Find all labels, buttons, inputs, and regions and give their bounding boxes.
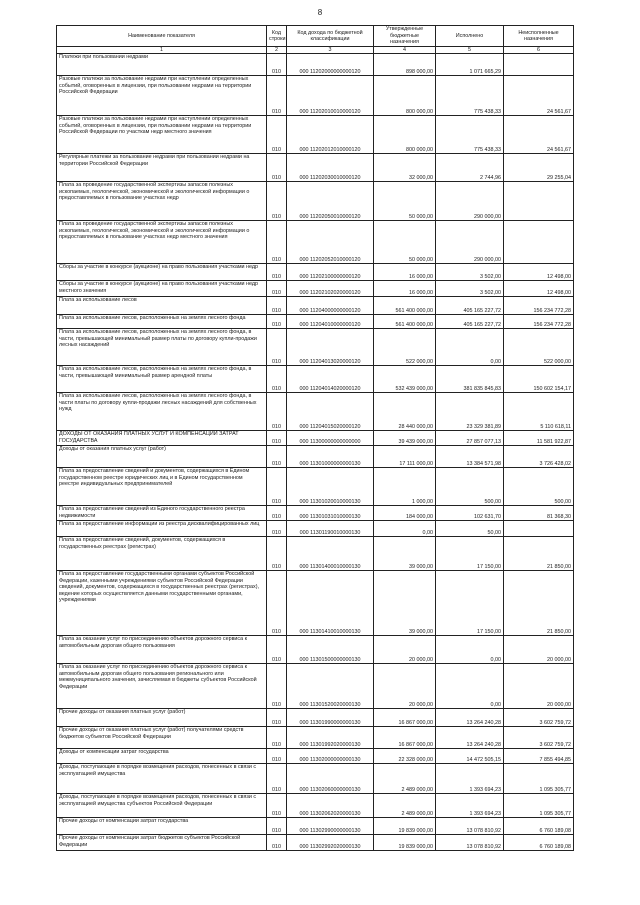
row-approved: 19 839 000,00 — [374, 818, 436, 835]
row-executed: 0,00 — [436, 664, 504, 709]
row-line-code: 010 — [267, 764, 287, 794]
header-approved: Утвержденные бюджетные назначения — [374, 26, 436, 47]
row-line-code: 010 — [267, 727, 287, 749]
row-name: Разовые платежи за пользование недрами при наступлении определенных событий, оговоренных в лицензии, при пользовании недрами на территории Российской Федерации по участкам недр местного значения — [57, 116, 267, 154]
row-executed: 102 631,70 — [436, 506, 504, 521]
row-name: Плата за предоставление информации из реестра дисквалифицированных лиц — [57, 521, 267, 537]
row-line-code: 010 — [267, 315, 287, 329]
row-executed: 290 000,00 — [436, 221, 504, 264]
table-row — [57, 446, 574, 468]
row-revenue-code: 000 11202000000000120 — [287, 54, 374, 76]
row-line-code: 010 — [267, 329, 287, 366]
row-unexecuted: 24 561,67 — [504, 116, 574, 154]
table-row — [57, 727, 574, 749]
row-revenue-code: 000 11202010010000120 — [287, 76, 374, 116]
row-line-code: 010 — [267, 366, 287, 393]
row-executed: 23 329 381,89 — [436, 393, 504, 431]
row-approved: 19 839 000,00 — [374, 835, 436, 851]
row-revenue-code: 000 11302992020000130 — [287, 835, 374, 851]
page-number: 8 — [317, 8, 323, 17]
row-name: Плата за использование лесов, расположенных на землях лесного фонда, в части, превышающей минимальный размер арендной платы — [57, 366, 267, 393]
column-number: 4 — [374, 47, 436, 54]
row-name: Доходы от компенсации затрат государства — [57, 749, 267, 764]
row-unexecuted: 3 602 759,72 — [504, 709, 574, 727]
table-row — [57, 281, 574, 297]
row-name: Плата за оказание услуг по присоединению объектов дорожного сервиса к автомобильным дорогам общего пользования — [57, 636, 267, 664]
row-executed: 14 472 505,15 — [436, 749, 504, 764]
row-name: Плата за использование лесов, расположенных на землях лесного фонда — [57, 315, 267, 329]
column-number: 1 — [57, 47, 267, 54]
row-revenue-code: 000 11204014020000120 — [287, 366, 374, 393]
row-approved: 184 000,00 — [374, 506, 436, 521]
row-revenue-code: 000 11204015020000120 — [287, 393, 374, 431]
row-unexecuted: 24 561,67 — [504, 76, 574, 116]
row-executed: 775 438,33 — [436, 116, 504, 154]
row-revenue-code: 000 11301520020000130 — [287, 664, 374, 709]
revenue-table — [56, 25, 574, 851]
row-line-code: 010 — [267, 794, 287, 818]
row-line-code: 010 — [267, 54, 287, 76]
table-row — [57, 221, 574, 264]
row-executed: 17 150,00 — [436, 537, 504, 571]
row-line-code: 010 — [267, 818, 287, 835]
row-approved: 532 439 000,00 — [374, 366, 436, 393]
row-unexecuted — [504, 182, 574, 221]
table-row — [57, 366, 574, 393]
row-executed: 381 835 845,83 — [436, 366, 504, 393]
row-approved: 522 000,00 — [374, 329, 436, 366]
row-unexecuted: 21 850,00 — [504, 571, 574, 636]
row-line-code: 010 — [267, 468, 287, 506]
row-unexecuted — [504, 221, 574, 264]
table-row — [57, 393, 574, 431]
row-approved: 1 000,00 — [374, 468, 436, 506]
row-executed: 13 264 240,28 — [436, 727, 504, 749]
row-line-code: 010 — [267, 393, 287, 431]
table-header-row — [57, 26, 574, 47]
row-unexecuted: 3 602 759,72 — [504, 727, 574, 749]
row-approved: 2 489 000,00 — [374, 794, 436, 818]
row-line-code: 010 — [267, 537, 287, 571]
row-approved: 16 000,00 — [374, 264, 436, 281]
row-name: Платежи при пользовании недрами — [57, 54, 267, 76]
row-revenue-code: 000 11202102020000120 — [287, 281, 374, 297]
row-line-code: 010 — [267, 281, 287, 297]
header-indicator-name: Наименование показателя — [57, 26, 267, 47]
row-name: Плата за использование лесов — [57, 297, 267, 315]
table-row — [57, 76, 574, 116]
table-row — [57, 468, 574, 506]
table-row — [57, 54, 574, 76]
row-approved: 50 000,00 — [374, 221, 436, 264]
row-name: Доходы, поступающие в порядке возмещения расходов, понесенных в связи с эксплуатацией имущества субъектов Российской Федерации — [57, 794, 267, 818]
row-executed: 1 393 694,23 — [436, 794, 504, 818]
row-unexecuted — [504, 521, 574, 537]
row-line-code: 010 — [267, 154, 287, 182]
row-revenue-code: 000 11302062020000130 — [287, 794, 374, 818]
table-row — [57, 264, 574, 281]
column-number: 2 — [267, 47, 287, 54]
row-name: Сборы за участие в конкурсе (аукционе) на право пользования участками недр местного значения — [57, 281, 267, 297]
row-name: Прочие доходы от оказания платных услуг (работ) — [57, 709, 267, 727]
row-name: Регулярные платежи за пользование недрами при пользовании недрами на территории Российской Федерации — [57, 154, 267, 182]
row-name: Плата за предоставление сведений из Единого государственного реестра недвижимости — [57, 506, 267, 521]
table-row — [57, 154, 574, 182]
row-executed: 17 150,00 — [436, 571, 504, 636]
row-revenue-code: 000 11301020010000130 — [287, 468, 374, 506]
row-revenue-code: 000 11202050010000120 — [287, 182, 374, 221]
row-approved: 50 000,00 — [374, 182, 436, 221]
table-row — [57, 297, 574, 315]
row-unexecuted: 1 095 305,77 — [504, 794, 574, 818]
row-name: Плата за проведение государственной экспертизы запасов полезных ископаемых, геологической, экономической и экологической информации о предоставляемых в пользование участках недр местного значения — [57, 221, 267, 264]
row-approved: 39 439 000,00 — [374, 431, 436, 446]
row-name: Плата за использование лесов, расположенных на землях лесного фонда, в части, превышающей минимальный размер платы по договору купли-продажи лесных насаждений — [57, 329, 267, 366]
row-revenue-code: 000 11302990000000130 — [287, 818, 374, 835]
row-approved: 800 000,00 — [374, 76, 436, 116]
row-name: Прочие доходы от оказания платных услуг (работ) получателями средств бюджетов субъектов Российской Федерации — [57, 727, 267, 749]
row-unexecuted: 6 760 189,08 — [504, 835, 574, 851]
row-approved: 20 000,00 — [374, 664, 436, 709]
row-approved: 22 328 000,00 — [374, 749, 436, 764]
row-approved: 28 440 000,00 — [374, 393, 436, 431]
table-row — [57, 764, 574, 794]
table-row — [57, 749, 574, 764]
row-line-code: 010 — [267, 571, 287, 636]
row-unexecuted: 29 255,04 — [504, 154, 574, 182]
row-line-code: 010 — [267, 636, 287, 664]
row-approved: 898 000,00 — [374, 54, 436, 76]
row-name: Плата за предоставление государственными органами субъектов Российской Федерации, казенными учреждениями субъектов Российской Федерации сведений, документов, содержащихся в государственных реестрах (регистрах), ведение которых осуществляется данными государственными органами, учреждениями — [57, 571, 267, 636]
row-unexecuted: 12 498,00 — [504, 281, 574, 297]
row-name: Плата за предоставление сведений, документов, содержащихся в государственных реестрах (регистрах) — [57, 537, 267, 571]
row-executed: 13 078 810,92 — [436, 818, 504, 835]
row-revenue-code: 000 11301990000000130 — [287, 709, 374, 727]
row-name: Прочие доходы от компенсации затрат бюджетов субъектов Российской Федерации — [57, 835, 267, 851]
row-revenue-code: 000 11301410010000130 — [287, 571, 374, 636]
column-number-row — [57, 47, 574, 54]
row-unexecuted: 6 760 189,08 — [504, 818, 574, 835]
row-revenue-code: 000 11301500000000130 — [287, 636, 374, 664]
row-approved: 32 000,00 — [374, 154, 436, 182]
table-row — [57, 664, 574, 709]
table-row — [57, 315, 574, 329]
row-line-code: 010 — [267, 182, 287, 221]
column-number: 5 — [436, 47, 504, 54]
row-approved: 800 000,00 — [374, 116, 436, 154]
table-body — [57, 54, 574, 851]
header-revenue-code: Код дохода по бюджетной классификации — [287, 26, 374, 47]
row-approved: 2 489 000,00 — [374, 764, 436, 794]
row-unexecuted: 3 726 428,02 — [504, 446, 574, 468]
row-unexecuted — [504, 54, 574, 76]
row-executed: 3 502,00 — [436, 264, 504, 281]
row-unexecuted: 5 110 618,11 — [504, 393, 574, 431]
row-unexecuted: 11 581 922,87 — [504, 431, 574, 446]
row-revenue-code: 000 11204010000000120 — [287, 315, 374, 329]
row-name: Плата за проведение государственной экспертизы запасов полезных ископаемых, геологической, экономической и экологической информации о предоставляемых в пользование участках недр — [57, 182, 267, 221]
row-name: Плата за предоставление сведений и документов, содержащихся в Едином государственном реестре юридических лиц и в Едином государственном реестре индивидуальных предпринимателей — [57, 468, 267, 506]
table-row — [57, 521, 574, 537]
row-executed: 405 165 227,72 — [436, 315, 504, 329]
row-line-code: 010 — [267, 431, 287, 446]
header-unexecuted: Неисполненные назначения — [504, 26, 574, 47]
row-executed: 13 078 810,92 — [436, 835, 504, 851]
table-row — [57, 818, 574, 835]
row-revenue-code: 000 11301000000000130 — [287, 446, 374, 468]
table-row — [57, 506, 574, 521]
row-unexecuted: 500,00 — [504, 468, 574, 506]
row-revenue-code: 000 11301992020000130 — [287, 727, 374, 749]
row-revenue-code: 000 11202052010000120 — [287, 221, 374, 264]
row-executed: 2 744,96 — [436, 154, 504, 182]
row-line-code: 010 — [267, 264, 287, 281]
row-name: Прочие доходы от компенсации затрат государства — [57, 818, 267, 835]
row-revenue-code: 000 11301400010000130 — [287, 537, 374, 571]
row-approved: 16 000,00 — [374, 281, 436, 297]
row-executed: 0,00 — [436, 636, 504, 664]
row-approved: 561 400 000,00 — [374, 315, 436, 329]
row-revenue-code: 000 11302060000000130 — [287, 764, 374, 794]
column-number: 6 — [504, 47, 574, 54]
row-unexecuted: 150 602 154,17 — [504, 366, 574, 393]
table-row — [57, 116, 574, 154]
row-executed: 50,00 — [436, 521, 504, 537]
row-approved: 20 000,00 — [374, 636, 436, 664]
row-executed: 13 384 571,98 — [436, 446, 504, 468]
row-unexecuted: 81 368,30 — [504, 506, 574, 521]
row-unexecuted: 522 000,00 — [504, 329, 574, 366]
row-revenue-code: 000 11300000000000000 — [287, 431, 374, 446]
row-line-code: 010 — [267, 521, 287, 537]
row-line-code: 010 — [267, 709, 287, 727]
row-executed: 1 393 694,23 — [436, 764, 504, 794]
row-name: Плата за оказание услуг по присоединению объектов дорожного сервиса к автомобильным дорогам общего пользования регионального или межмуниципального значения, зачисляемая в бюджеты субъектов Российской Федерации — [57, 664, 267, 709]
row-line-code: 010 — [267, 835, 287, 851]
row-line-code: 010 — [267, 664, 287, 709]
row-approved: 16 867 000,00 — [374, 709, 436, 727]
row-line-code: 010 — [267, 506, 287, 521]
row-line-code: 010 — [267, 297, 287, 315]
table-row — [57, 571, 574, 636]
row-approved: 16 867 000,00 — [374, 727, 436, 749]
row-line-code: 010 — [267, 76, 287, 116]
table-row — [57, 182, 574, 221]
row-approved: 39 000,00 — [374, 537, 436, 571]
row-unexecuted: 1 095 305,77 — [504, 764, 574, 794]
row-executed: 290 000,00 — [436, 182, 504, 221]
table-row — [57, 794, 574, 818]
row-name: Сборы за участие в конкурсе (аукционе) на право пользования участками недр — [57, 264, 267, 281]
row-unexecuted: 20 000,00 — [504, 664, 574, 709]
row-approved: 561 400 000,00 — [374, 297, 436, 315]
table-row — [57, 431, 574, 446]
row-executed: 13 264 240,28 — [436, 709, 504, 727]
header-executed: Исполнено — [436, 26, 504, 47]
row-unexecuted: 21 850,00 — [504, 537, 574, 571]
column-number: 3 — [287, 47, 374, 54]
row-unexecuted: 156 234 772,28 — [504, 297, 574, 315]
row-unexecuted: 7 855 494,85 — [504, 749, 574, 764]
row-revenue-code: 000 11204000000000120 — [287, 297, 374, 315]
row-executed: 27 857 077,13 — [436, 431, 504, 446]
row-revenue-code: 000 11301031010000130 — [287, 506, 374, 521]
table-row — [57, 537, 574, 571]
table-row — [57, 835, 574, 851]
row-name: Разовые платежи за пользование недрами при наступлении определенных событий, оговоренных в лицензии, при пользовании недрами на территории Российской Федерации — [57, 76, 267, 116]
table-row — [57, 709, 574, 727]
row-revenue-code: 000 11301190010000130 — [287, 521, 374, 537]
table-row — [57, 636, 574, 664]
row-line-code: 010 — [267, 116, 287, 154]
row-name: Доходы от оказания платных услуг (работ) — [57, 446, 267, 468]
row-revenue-code: 000 11202012010000120 — [287, 116, 374, 154]
row-revenue-code: 000 11202100000000120 — [287, 264, 374, 281]
row-executed: 3 502,00 — [436, 281, 504, 297]
table-row — [57, 329, 574, 366]
row-revenue-code: 000 11202030010000120 — [287, 154, 374, 182]
row-executed: 500,00 — [436, 468, 504, 506]
row-line-code: 010 — [267, 221, 287, 264]
row-approved: 39 000,00 — [374, 571, 436, 636]
row-unexecuted: 156 234 772,28 — [504, 315, 574, 329]
row-unexecuted: 12 498,00 — [504, 264, 574, 281]
header-line-code: Код строки — [267, 26, 287, 47]
row-name: Доходы, поступающие в порядке возмещения расходов, понесенных в связи с эксплуатацией имущества — [57, 764, 267, 794]
row-line-code: 010 — [267, 446, 287, 468]
row-executed: 775 438,33 — [436, 76, 504, 116]
row-name: Плата за использование лесов, расположенных на землях лесного фонда, в части платы по договору купли-продажи лесных насаждений для собственных нужд — [57, 393, 267, 431]
row-name: ДОХОДЫ ОТ ОКАЗАНИЯ ПЛАТНЫХ УСЛУГ И КОМПЕНСАЦИИ ЗАТРАТ ГОСУДАРСТВА — [57, 431, 267, 446]
row-approved: 0,00 — [374, 521, 436, 537]
row-executed: 0,00 — [436, 329, 504, 366]
row-executed: 405 165 227,72 — [436, 297, 504, 315]
row-revenue-code: 000 11302000000000130 — [287, 749, 374, 764]
row-approved: 17 111 000,00 — [374, 446, 436, 468]
row-executed: 1 071 665,29 — [436, 54, 504, 76]
row-revenue-code: 000 11204013020000120 — [287, 329, 374, 366]
row-line-code: 010 — [267, 749, 287, 764]
row-unexecuted: 20 000,00 — [504, 636, 574, 664]
